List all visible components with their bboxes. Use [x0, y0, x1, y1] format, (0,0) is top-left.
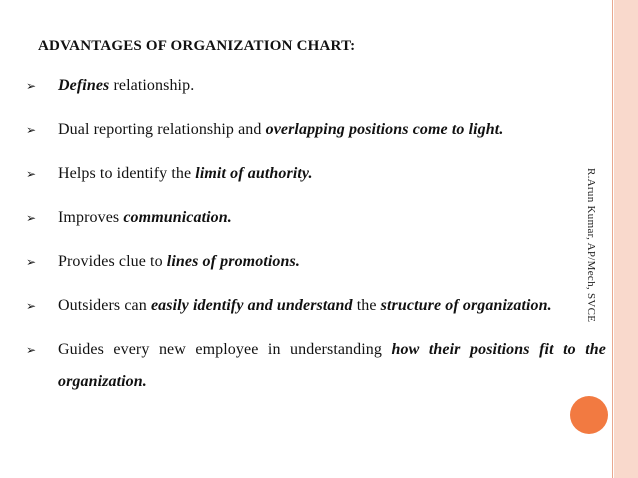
- bullet-text: relationship.: [109, 77, 195, 94]
- arrowhead-bullet-icon: ➢: [26, 343, 37, 357]
- bullet-text: Dual reporting relationship and: [58, 121, 266, 138]
- bullet-emphasis: structure of organization.: [380, 297, 552, 314]
- bullet-text: the: [352, 297, 381, 314]
- side-divider: [612, 0, 613, 478]
- arrowhead-bullet-icon: ➢: [26, 123, 37, 137]
- bullet-text: Guides every new employee in understanding: [58, 341, 392, 358]
- bullet-emphasis: how their positions fit to the organization.: [58, 341, 607, 390]
- bullet-item: [26, 70, 606, 102]
- bullet-emphasis: communication.: [123, 209, 232, 226]
- accent-circle: [570, 396, 608, 434]
- bullet-item: [26, 202, 606, 234]
- bullet-text: Improves: [58, 209, 124, 226]
- bullet-emphasis: overlapping positions come to light.: [265, 121, 504, 138]
- bullet-text: Provides clue to: [58, 253, 167, 270]
- bullet-emphasis: Defines: [58, 77, 110, 94]
- bullet-text: Outsiders can: [58, 297, 151, 314]
- bullet-list: [26, 70, 606, 398]
- arrowhead-bullet-icon: ➢: [26, 255, 37, 269]
- bullet-text: Helps to identify the: [58, 165, 196, 182]
- bullet-emphasis: limit of authority.: [195, 165, 313, 182]
- author-credit: R.Arun Kumar, AP/Mech, SVCE: [585, 168, 597, 323]
- bullet-emphasis: easily identify and understand: [150, 297, 353, 314]
- arrowhead-bullet-icon: ➢: [26, 299, 37, 313]
- bullet-item: [26, 158, 606, 190]
- arrowhead-bullet-icon: ➢: [26, 167, 37, 181]
- bullet-emphasis: lines of promotions.: [166, 253, 300, 270]
- bullet-item: [26, 290, 606, 322]
- bullet-item: [26, 334, 606, 398]
- arrowhead-bullet-icon: ➢: [26, 79, 37, 93]
- bullet-item: [26, 114, 606, 146]
- arrowhead-bullet-icon: ➢: [26, 211, 37, 225]
- slide-title: ADVANTAGES OF ORGANIZATION CHART:: [38, 38, 356, 54]
- bullet-item: [26, 246, 606, 278]
- side-band: [614, 0, 638, 478]
